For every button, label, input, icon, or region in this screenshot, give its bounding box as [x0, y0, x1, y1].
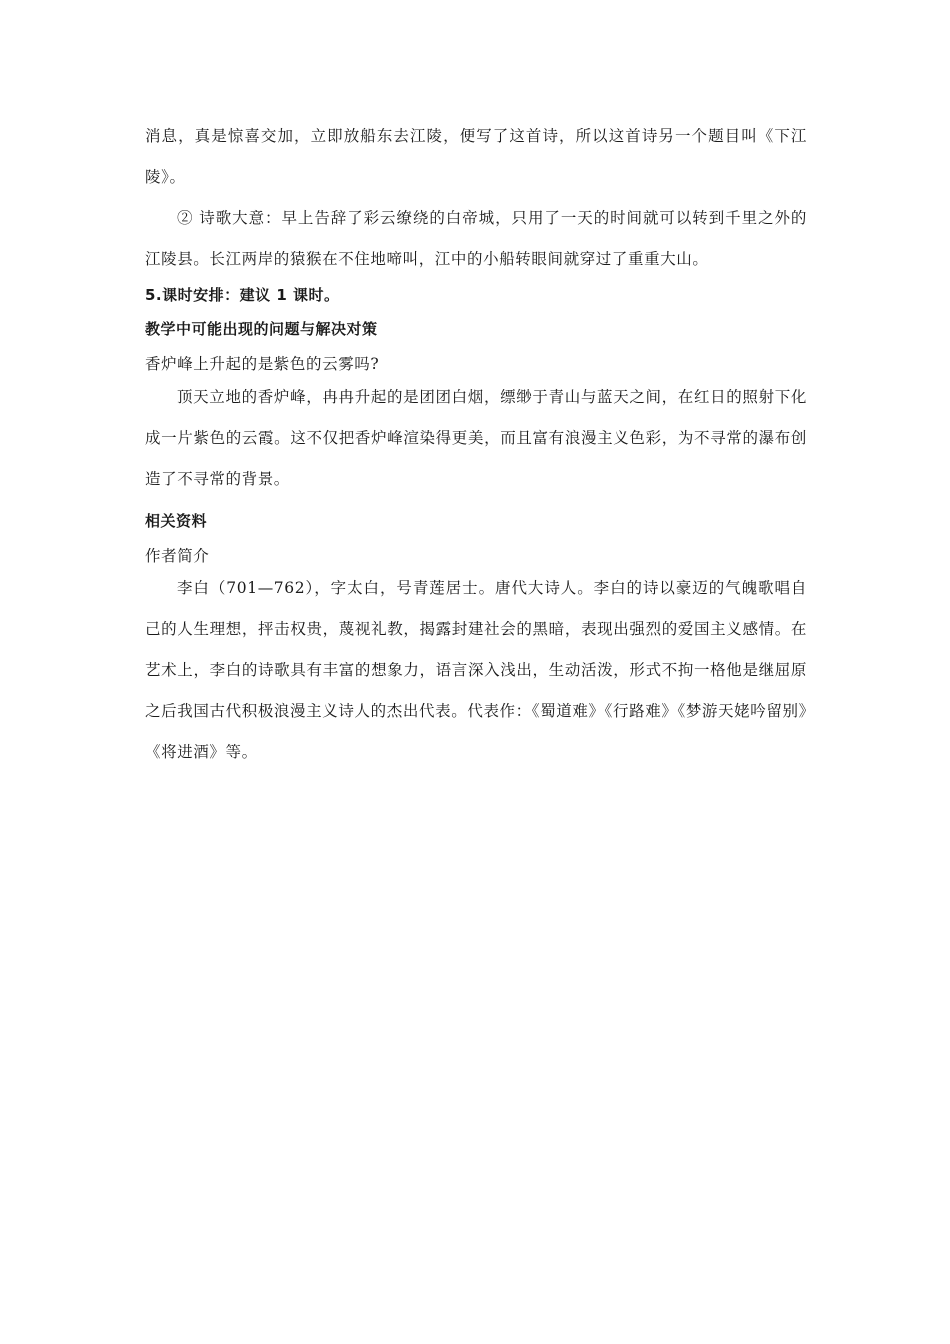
- paragraph-answer: 顶天立地的香炉峰，冉冉升起的是团团白烟，缥缈于青山与蓝天之间，在红日的照射下化成一片紫色的云霞。这不仅把香炉峰渲染得更美，而且富有浪漫主义色彩，为不寻常的瀑布创造了不寻常的背景。: [145, 388, 807, 488]
- paragraph-intro-continued: 消息，真是惊喜交加，立即放船东去江陵，便写了这首诗，所以这首诗另一个题目叫《下江陵》。: [145, 127, 807, 186]
- paragraph-poem-meaning: ② 诗歌大意：早上告辞了彩云缭绕的白帝城，只用了一天的时间就可以转到千里之外的江陵县。长江两岸的猿猴在不住地啼叫，江中的小船转眼间就穿过了重重大山。: [145, 209, 807, 268]
- question-purple-mist: 香炉峰上升起的是紫色的云雾吗?: [145, 355, 380, 373]
- subheading-author-intro: 作者简介: [145, 547, 210, 565]
- heading-class-schedule: 5.课时安排：建议 1 课时。: [145, 286, 340, 304]
- heading-teaching-problems: 教学中可能出现的问题与解决对策: [145, 320, 378, 338]
- heading-related-materials: 相关资料: [145, 512, 208, 530]
- paragraph-author-bio: 李白（701—762），字太白，号青莲居士。唐代大诗人。李白的诗以豪迈的气魄歌唱自己的人生理想，抨击权贵，蔑视礼教，揭露封建社会的黑暗，表现出强烈的爱国主义感情。在艺术上，李白的诗歌具有丰富的想象力，语言深入浅出，生动活泼，形式不拘一格他是继屈原之后我国古代积极浪漫主义诗人的杰出代表。代表作：《蜀道难》《行路难》《梦游天姥吟留别》《将进酒》等。: [145, 579, 807, 761]
